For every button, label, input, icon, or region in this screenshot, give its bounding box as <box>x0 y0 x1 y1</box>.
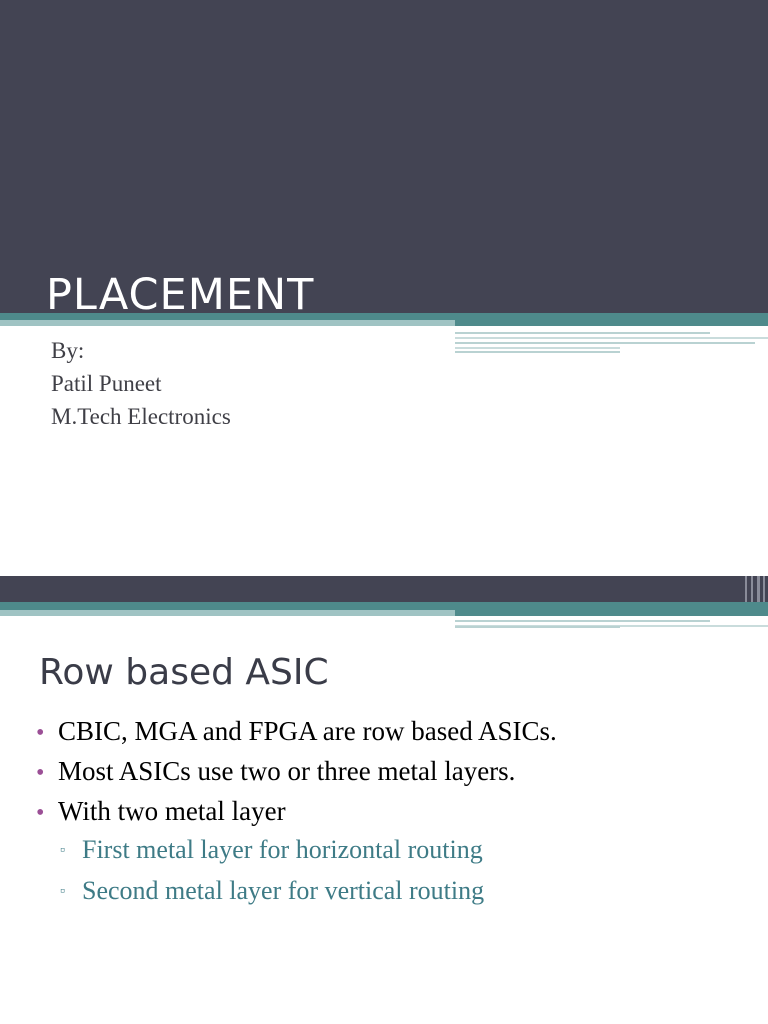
bullet-icon: • <box>36 800 45 826</box>
bullet-icon: • <box>36 720 45 746</box>
square-bullet-icon: ▫ <box>60 884 65 899</box>
sub-bullet-text: First metal layer for horizontal routing <box>82 835 483 864</box>
bullet-text: CBIC, MGA and FPGA are row based ASICs. <box>58 716 557 746</box>
bullet-text: With two metal layer <box>58 796 286 826</box>
slide-title: Row based ASIC <box>39 652 329 693</box>
sub-bullet-text: Second metal layer for vertical routing <box>82 876 485 905</box>
header-band <box>0 576 768 602</box>
bullet-icon: • <box>36 760 45 786</box>
author-program: M.Tech Electronics <box>51 404 231 429</box>
author-name: Patil Puneet <box>51 371 162 396</box>
list-item <box>36 752 756 792</box>
content-slide <box>0 576 768 1024</box>
author-block <box>51 334 231 433</box>
list-item <box>36 712 756 752</box>
slide-title: PLACEMENT <box>46 270 315 320</box>
by-label: By: <box>51 338 85 363</box>
bullet-list <box>36 712 756 914</box>
sub-list-item <box>36 873 756 914</box>
square-bullet-icon: ▫ <box>60 843 65 858</box>
list-item <box>36 792 756 832</box>
bullet-text: Most ASICs use two or three metal layers. <box>58 756 516 786</box>
title-band <box>0 0 768 313</box>
sub-list-item <box>36 832 756 873</box>
